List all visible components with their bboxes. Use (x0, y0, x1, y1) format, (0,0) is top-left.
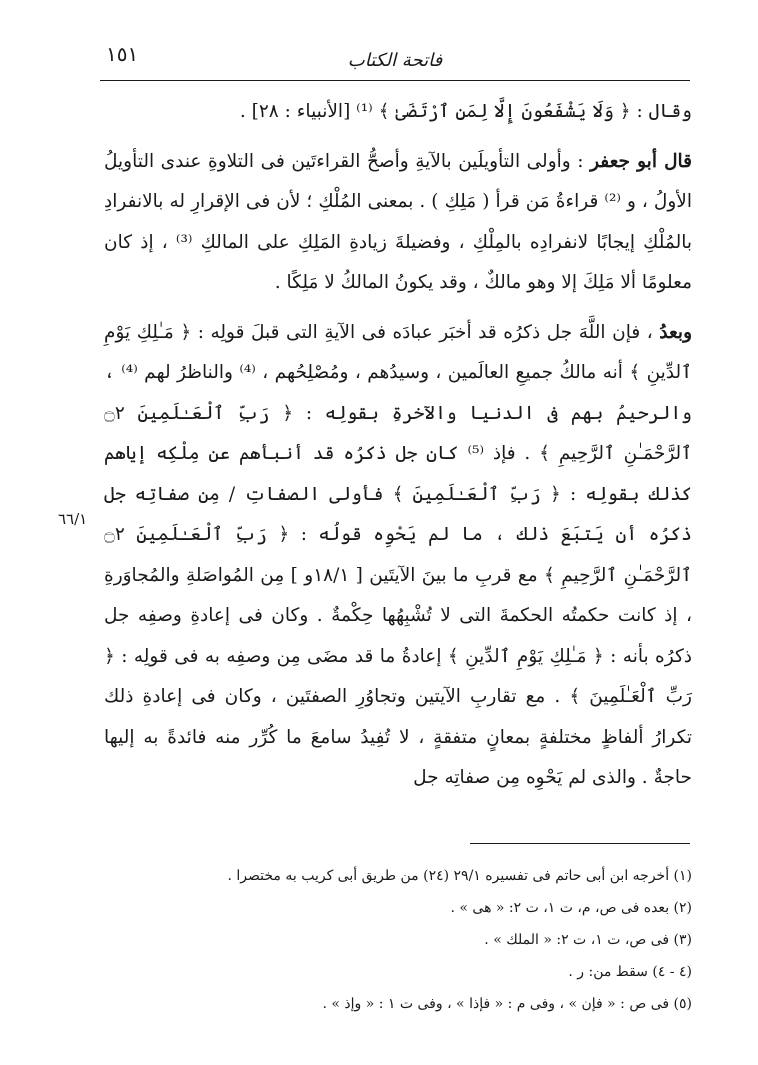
footnote-4: (٤ - ٤) سقط من: ر . (568, 964, 692, 980)
page-number: ١٥١ (106, 42, 139, 66)
paragraph-quote (104, 92, 692, 133)
footnotes (104, 860, 692, 1020)
opening-word: وبعدُ (659, 321, 692, 343)
footnote-2: (٢) بعده فى ص، م، ت ١، ت ٢: « هى » . (450, 900, 692, 916)
paragraph-abu-jafar (104, 142, 692, 304)
paragraph-wa-bad (104, 313, 692, 799)
main-text (104, 92, 692, 799)
footnote-1: (١) أخرجه ابن أبى حاتم فى تفسيره ٢٩/١ (٢٤) من طريق أبى كريب به مختصرا . (227, 868, 692, 884)
footnote-5: (٥) فى ص : « فإن » ، وفى م : « فإذا » ، وفى ت ١ : « وإذ » . (322, 996, 692, 1012)
header-rule (100, 80, 690, 81)
paragraph-body: : وأولى التأويلَين بالآيةِ وأصحُّ القراءتَين فى التلاوةِ عندى التأويلُ الأولُ ، و ⁽²⁾ قراءةُ مَن قرأ ( مَلِكِ ) . بمعنى المُلْكِ ؛ لأن فى الإقرارِ له بالانفرادِ بالمُلْكِ إيجابًا لانفرادِه بالمِلْكِ ، وفضيلةَ زيادةِ المَلِكِ على المالكِ ⁽³⁾ ، إذ كان معلومًا ألا مَلِكَ إلا وهو مالكٌ ، وقد يكونُ المالكُ لا مَلِكًا . (104, 150, 693, 293)
footnote-separator (470, 843, 690, 844)
paragraph-body: ، فإن اللَّهَ جل ذكرُه قد أخبَر عبادَه فى الآيةِ التى قبلَ قولِه : ﴿ مَـٰلِكِ يَوْمِ ٱلدِّينِ ﴾ أنه مالكُ جميعِ العالَمين ، وسيدُهم ، ومُصْلِحُهم ، ⁽⁴⁾ والناظرُ لهم ⁽⁴⁾ ، والرحيمُ بهم فى الدنيا والآخرةِ بقولِه : ﴿ رَبِّ ٱلْعَـٰلَمِينَ ۝٢ ٱلرَّحْمَـٰنِ ٱلرَّحِيمِ ﴾ . فإذ ⁽⁵⁾ كان جل ذكرُه قد أنبأهم عن مِلْكِه إياهم كذلك بقولِه : ﴿ رَبِّ ٱلْعَـٰلَمِينَ ﴾ فأولى الصفاتِ / مِن صفاتِه جل ذكرُه أن يَتبَعَ ذلك ، ما لم يَحْوِه قولُه : ﴿ رَبِّ ٱلْعَـٰلَمِينَ ۝٢ ٱلرَّحْمَـٰنِ ٱلرَّحِيمِ ﴾ مع قربِ ما بينَ الآيتَين [ ١٨/١و ] مِن المُواصَلةِ والمُجاوَرةِ ، إذ كانت حكمتُه الحكمةَ التى لا تُشْبِهُها حِكْمةٌ . وكان فى إعادةِ وصفِه جل ذكرُه بأنه : ﴿ مَـٰلِكِ يَوْمِ ٱلدِّينِ ﴾ إعادةُ ما قد مضَى مِن وصفِه به فى قولِه : ﴿ رَبِّ ٱلْعَـٰلَمِينَ ﴾ . مع تقاربِ الآيتين وتجاوُرِ الصفتَين ، وكان فى إعادةِ ذلك تكرارُ ألفاظٍ مختلفةٍ بمعانٍ متفقةٍ ، لا تُفِيدُ سامعَ ما كُرِّر منه فائدةً به إليها حاجةٌ . والذى لم يَحْوِه مِن صفاتِه جل (104, 321, 692, 788)
manuscript-folio-note: ٦٦/١ (58, 510, 88, 528)
page-header (100, 40, 690, 76)
footnote-3: (٣) فى ص، ت ١، ت ٢: « الملك » . (484, 932, 692, 948)
quote-text: وقال : ﴿ وَلَا يَشْفَعُونَ إِلَّا لِمَنِ ٱرْتَضَىٰ ﴾ ⁽¹⁾ [الأنبياء : ٢٨] . (239, 101, 692, 122)
speaker-label: قال أبو جعفر (590, 150, 692, 172)
running-title: فاتحة الكتاب (347, 50, 443, 71)
